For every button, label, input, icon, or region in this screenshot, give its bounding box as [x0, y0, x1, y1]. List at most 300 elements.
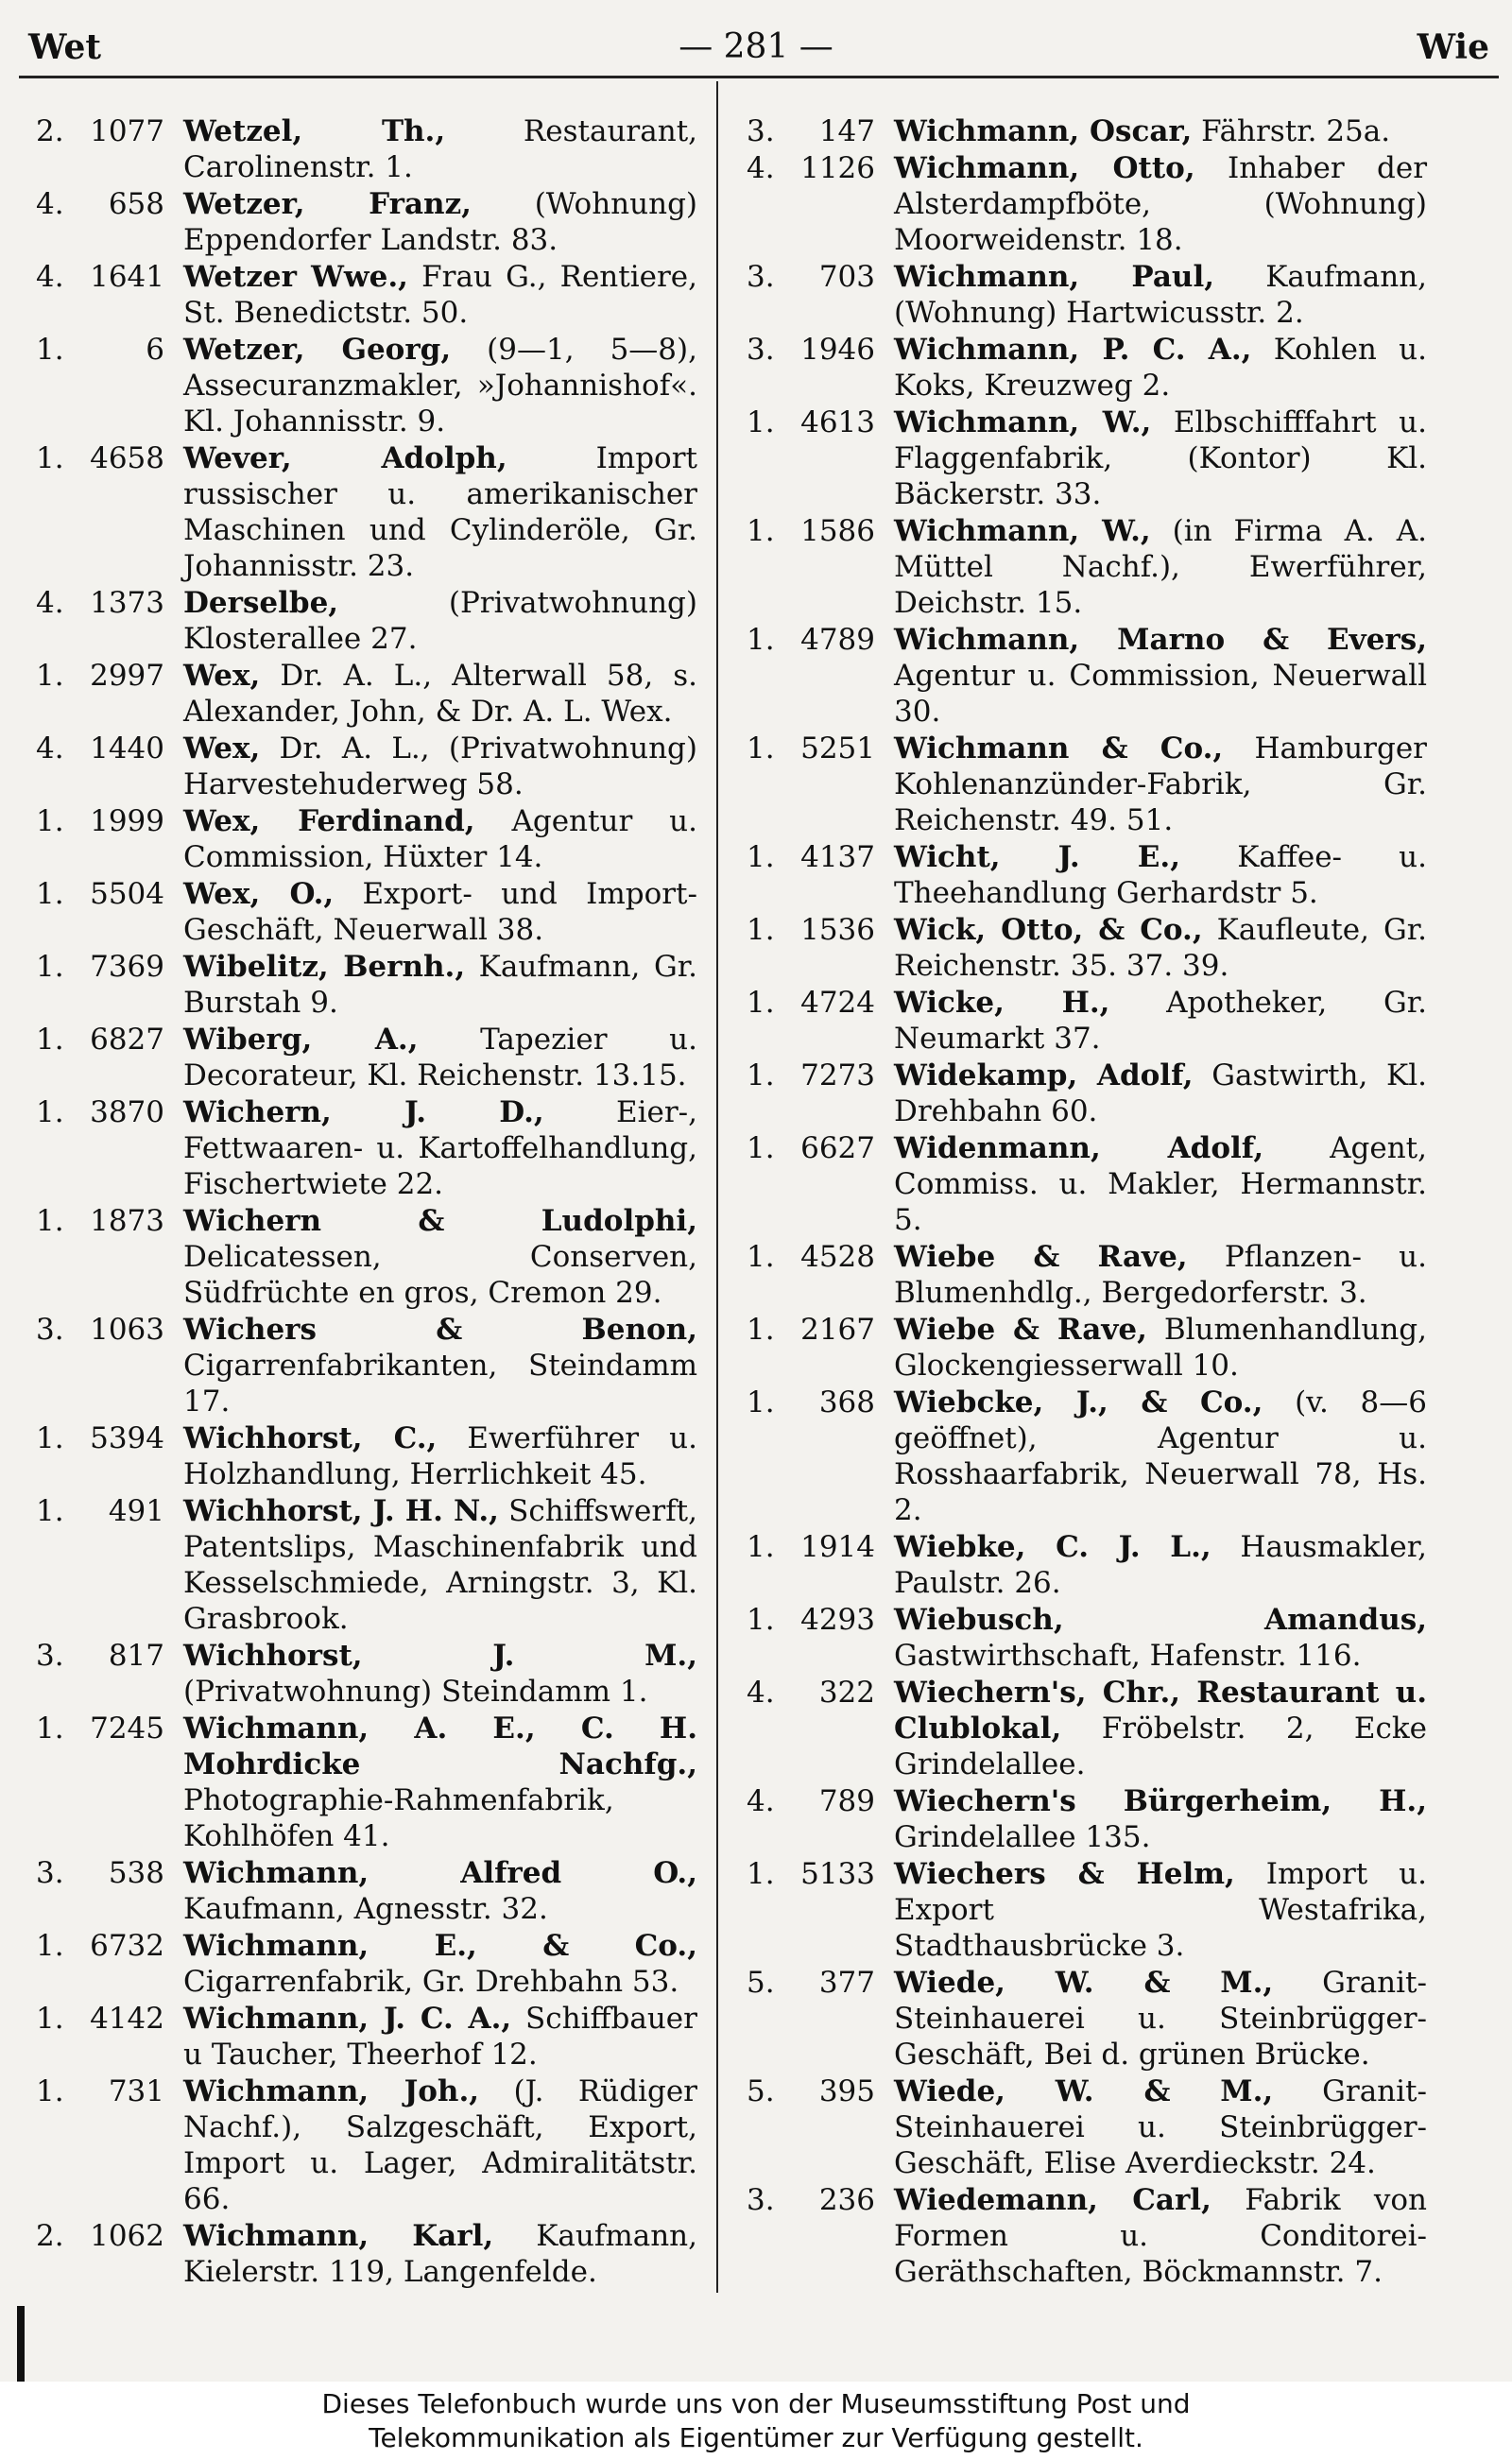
phone-number: 7369	[90, 950, 164, 984]
entry-description	[183, 1022, 697, 1093]
exchange-prefix: 4.	[36, 586, 64, 620]
exchange-prefix: 1.	[36, 1494, 64, 1528]
entry-name: Wiechern's, Chr., Restaurant u. Clublokal,	[894, 1676, 1427, 1746]
phone-number: 2997	[90, 659, 164, 693]
entry-description	[894, 1385, 1427, 1528]
entry-details: Grindelallee 135.	[894, 1820, 1151, 1854]
entry-details: Fabrik von Formen u. Conditorei-Geräthschaften, Böckmannstr. 7.	[894, 2183, 1427, 2289]
exchange-prefix: 1.	[36, 950, 64, 984]
phone-number: 1077	[90, 114, 164, 148]
entry-description	[183, 1094, 697, 1202]
entry-name: Wichmann, W.,	[894, 514, 1151, 548]
entry-name: Wiedemann, Carl,	[894, 2183, 1211, 2217]
entry-details: Photographie-Rahmenfabrik, Kohlhöfen 41.	[183, 1783, 614, 1853]
exchange-prefix: 1.	[36, 1095, 64, 1129]
entry-name: Wichhorst, C.,	[183, 1421, 438, 1455]
directory-entry	[36, 1638, 697, 1710]
phone-number: 4613	[800, 405, 875, 439]
phone-number: 491	[108, 1494, 164, 1528]
entry-details: Gastwirth, Kl. Drehbahn 60.	[894, 1058, 1427, 1128]
entry-details: Fährstr. 25a.	[1201, 114, 1391, 148]
phone-number: 1873	[90, 1204, 164, 1238]
directory-entry	[36, 113, 697, 185]
exchange-prefix: 1.	[747, 1058, 775, 1092]
entry-details: Dr. A. L., Alterwall 58, s. Alexander, John, & Dr. A. L. Wex.	[183, 659, 698, 729]
phone-number: 1914	[800, 1530, 875, 1564]
phone-number: 1946	[800, 333, 875, 367]
exchange-prefix: 1.	[36, 877, 64, 911]
phone-number: 731	[108, 2074, 164, 2108]
directory-entry	[36, 2218, 697, 2290]
entry-details: Import u. Export Westafrika, Stadthausbrücke 3.	[894, 1857, 1427, 1963]
exchange-prefix: 1.	[747, 1131, 775, 1165]
directory-entry	[36, 731, 697, 802]
directory-entry	[747, 1856, 1427, 1964]
exchange-prefix: 1.	[747, 1240, 775, 1274]
exchange-prefix: 1.	[36, 441, 64, 475]
entry-name: Wever, Adolph,	[183, 441, 507, 475]
directory-entry	[36, 658, 697, 730]
phone-number: 4137	[800, 840, 875, 874]
entry-description	[894, 150, 1427, 258]
entry-name: Wex,	[183, 659, 261, 693]
phone-number: 4528	[800, 1240, 875, 1274]
entry-description	[894, 2182, 1427, 2290]
entry-description	[183, 803, 697, 875]
entry-details: Cigarrenfabrikanten, Steindamm 17.	[183, 1349, 697, 1419]
entry-description	[183, 1855, 697, 1927]
entry-name: Wichmann, E., & Co.,	[183, 1929, 697, 1963]
entry-details: (in Firma A. A. Müttel Nachf.), Ewerführer, Deichstr. 15.	[894, 514, 1427, 620]
exchange-prefix: 1.	[747, 1857, 775, 1891]
exchange-prefix: 4.	[747, 151, 775, 185]
entry-name: Wichmann & Co.,	[894, 731, 1224, 766]
phone-number: 147	[818, 114, 875, 148]
phone-number: 5504	[90, 877, 164, 911]
entry-name: Wex,	[183, 731, 261, 766]
phone-number: 4658	[90, 441, 164, 475]
directory-entry	[747, 912, 1427, 984]
entry-name: Wichhorst, J. H. N.,	[183, 1494, 499, 1528]
entry-name: Wichmann, Paul,	[894, 260, 1215, 294]
entry-description	[894, 622, 1427, 730]
entry-name: Wichmann, Karl,	[183, 2219, 494, 2253]
phone-number: 368	[818, 1385, 875, 1419]
exchange-prefix: 1.	[747, 986, 775, 1020]
directory-entry	[36, 803, 697, 875]
directory-entry	[36, 1420, 697, 1492]
entry-name: Widenmann, Adolf,	[894, 1131, 1264, 1165]
entry-description	[183, 1711, 697, 1854]
entry-description	[183, 731, 697, 802]
directory-entry	[36, 1022, 697, 1093]
phone-number: 6732	[90, 1929, 164, 1963]
entry-details: Kaufmann, (Wohnung) Hartwicusstr. 2.	[894, 260, 1428, 330]
phone-number: 4293	[800, 1603, 875, 1637]
entry-name: Wiede, W. & M.,	[894, 2074, 1274, 2108]
entry-description	[183, 332, 697, 439]
entry-description	[894, 1783, 1427, 1855]
entry-details: Gastwirthschaft, Hafenstr. 116.	[894, 1639, 1362, 1673]
directory-entry	[747, 513, 1427, 621]
directory-entry	[36, 440, 697, 584]
directory-entry	[36, 2001, 697, 2073]
entry-description	[183, 113, 697, 185]
exchange-prefix: 4.	[747, 1784, 775, 1818]
directory-entry	[747, 1529, 1427, 1601]
exchange-prefix: 1.	[747, 840, 775, 874]
entry-details: Agentur u. Commission, Neuerwall 30.	[894, 659, 1427, 729]
entry-details: Schiffswerft, Patentslips, Maschinenfabrik und Kesselschmiede, Arningstr. 3, Kl. Grasbrook.	[183, 1494, 697, 1636]
exchange-prefix: 3.	[36, 1313, 64, 1347]
exchange-prefix: 5.	[747, 1966, 775, 2000]
entry-name: Wichmann, Alfred O.,	[183, 1856, 697, 1890]
entry-description	[894, 1239, 1427, 1311]
exchange-prefix: 3.	[747, 114, 775, 148]
entry-name: Wiebe & Rave,	[894, 1313, 1147, 1347]
phone-number: 6	[146, 333, 164, 367]
exchange-prefix: 1.	[36, 1929, 64, 1963]
entry-details: Restaurant, Carolinenstr. 1.	[183, 114, 697, 184]
exchange-prefix: 1.	[36, 1023, 64, 1057]
exchange-prefix: 1.	[747, 1603, 775, 1637]
left-column	[36, 113, 697, 2291]
exchange-prefix: 4.	[36, 731, 64, 766]
entry-details: (J. Rüdiger Nachf.), Salzgeschäft, Export, Import u. Lager, Admiralitätstr. 66.	[183, 2074, 697, 2216]
entry-name: Wichern & Ludolphi,	[183, 1204, 697, 1238]
entry-details: Granit-Steinhauerei u. Steinbrügger-Geschäft, Elise Averdieckstr. 24.	[894, 2074, 1427, 2180]
exchange-prefix: 1.	[747, 623, 775, 657]
entry-description	[894, 731, 1427, 838]
entry-name: Wetzer, Georg,	[183, 333, 452, 367]
directory-entry	[747, 1239, 1427, 1311]
entry-name: Wick, Otto, & Co.,	[894, 913, 1203, 947]
phone-number: 1063	[90, 1313, 164, 1347]
entry-details: Cigarrenfabrik, Gr. Drehbahn 53.	[183, 1965, 679, 1999]
entry-description	[183, 2073, 697, 2217]
entry-name: Wichmann, J. C. A.,	[183, 2002, 512, 2036]
directory-entry	[747, 113, 1427, 149]
directory-entry	[747, 985, 1427, 1057]
directory-entry	[36, 186, 697, 258]
entry-name: Wetzel, Th.,	[183, 114, 446, 148]
phone-number: 7245	[90, 1712, 164, 1746]
entry-description	[894, 513, 1427, 621]
entry-details: Blumenhandlung, Glockengiesserwall 10.	[894, 1313, 1427, 1383]
entry-details: Agentur u. Commission, Hüxter 14.	[183, 804, 697, 874]
entry-details: Dr. A. L., (Privatwohnung) Harvestehuderweg 58.	[183, 731, 697, 801]
phone-number: 1126	[800, 151, 875, 185]
entry-description	[183, 186, 697, 258]
entry-name: Wiede, W. & M.,	[894, 1966, 1274, 2000]
entry-details: Kaufmann, Agnesstr. 32.	[183, 1892, 548, 1926]
exchange-prefix: 4.	[36, 187, 64, 221]
phone-number: 1440	[90, 731, 164, 766]
exchange-prefix: 4.	[36, 260, 64, 294]
directory-entry	[747, 731, 1427, 838]
phone-number: 1641	[90, 260, 164, 294]
exchange-prefix: 1.	[36, 1204, 64, 1238]
column-divider	[716, 81, 718, 2293]
exchange-prefix: 1.	[747, 1530, 775, 1564]
directory-entry	[36, 332, 697, 439]
entry-description	[894, 839, 1427, 911]
directory-entry	[36, 585, 697, 657]
directory-entry	[36, 2073, 697, 2217]
phone-number: 789	[818, 1784, 875, 1818]
exchange-prefix: 2.	[36, 2219, 64, 2253]
header-rule	[19, 76, 1499, 78]
phone-number: 703	[818, 260, 875, 294]
entry-name: Widekamp, Adolf,	[894, 1058, 1194, 1092]
directory-entry	[747, 1312, 1427, 1384]
entry-description	[183, 1928, 697, 2000]
entry-name: Wicht, J. E.,	[894, 840, 1181, 874]
phone-number: 538	[108, 1856, 164, 1890]
entry-name: Wichers & Benon,	[183, 1313, 697, 1347]
entry-description	[183, 2218, 697, 2290]
entry-name: Wiebke, C. J. L.,	[894, 1530, 1211, 1564]
entry-name: Wiechern's Bürgerheim, H.,	[894, 1784, 1427, 1818]
entry-description	[894, 332, 1427, 404]
entry-description	[183, 1638, 697, 1710]
entry-name: Wichmann, Oscar,	[894, 114, 1193, 148]
phone-number: 817	[108, 1639, 164, 1673]
entry-description	[894, 259, 1427, 331]
exchange-prefix: 2.	[36, 114, 64, 148]
directory-entry	[747, 1783, 1427, 1855]
entry-description	[894, 1058, 1427, 1129]
exchange-prefix: 4.	[747, 1676, 775, 1710]
entry-name: Wichmann, P. C. A.,	[894, 333, 1252, 367]
entry-description	[183, 585, 697, 657]
entry-details: Export- und Import-Geschäft, Neuerwall 38.	[183, 877, 697, 947]
entry-name: Wichhorst, J. M.,	[183, 1639, 697, 1673]
entry-description	[894, 1675, 1427, 1782]
entry-name: Derselbe,	[183, 586, 339, 620]
directory-entry	[36, 1855, 697, 1927]
directory-entry	[36, 1094, 697, 1202]
entry-details: Agent, Commiss. u. Makler, Hermannstr. 5.	[894, 1131, 1427, 1237]
phone-number: 6627	[800, 1131, 875, 1165]
exchange-prefix: 1.	[36, 1712, 64, 1746]
directory-entry	[747, 1965, 1427, 2073]
entry-name: Wichmann, Otto,	[894, 151, 1195, 185]
entry-details: Apotheker, Gr. Neumarkt 37.	[894, 986, 1427, 1056]
entry-details: Delicatessen, Conserven, Südfrüchte en gros, Cremon 29.	[183, 1240, 697, 1310]
exchange-prefix: 3.	[36, 1639, 64, 1673]
exchange-prefix: 1.	[747, 1385, 775, 1419]
entry-description	[183, 1312, 697, 1419]
entry-description	[183, 440, 697, 584]
entry-name: Wiberg, A.,	[183, 1023, 419, 1057]
exchange-prefix: 1.	[36, 804, 64, 838]
phone-number: 3870	[90, 1095, 164, 1129]
entry-name: Wichmann, Marno & Evers,	[894, 623, 1427, 657]
entry-details: Inhaber der Alsterdampfböte, (Wohnung) Moorweidenstr. 18.	[894, 151, 1428, 257]
entry-details: Pflanzen- u. Blumenhdlg., Bergedorferstr. 3.	[894, 1240, 1427, 1310]
entry-description	[894, 113, 1427, 149]
directory-entry	[747, 1130, 1427, 1238]
entry-details: Tapezier u. Decorateur, Kl. Reichenstr. 13.15.	[183, 1023, 697, 1092]
directory-entry	[36, 259, 697, 331]
entry-description	[894, 1856, 1427, 1964]
directory-entry	[747, 1602, 1427, 1674]
directory-entry	[36, 876, 697, 948]
exchange-prefix: 1.	[36, 2074, 64, 2108]
exchange-prefix: 1.	[36, 1421, 64, 1455]
phone-number: 395	[818, 2074, 875, 2108]
directory-entry	[747, 1058, 1427, 1129]
entry-details: (9—1, 5—8), Assecuranzmakler, »Johannishof«. Kl. Johannisstr. 9.	[183, 333, 697, 439]
phone-number: 2167	[800, 1313, 875, 1347]
phone-number: 1536	[800, 913, 875, 947]
directory-entry	[747, 1385, 1427, 1528]
entry-description	[183, 259, 697, 331]
phone-number: 5133	[800, 1857, 875, 1891]
phone-number: 1586	[800, 514, 875, 548]
entry-details: Eier-, Fettwaaren- u. Kartoffelhandlung, Fischertwiete 22.	[183, 1095, 697, 1201]
entry-details: Import russischer u. amerikanischer Maschinen und Cylinderöle, Gr. Johannisstr. 23.	[183, 441, 697, 583]
exchange-prefix: 5.	[747, 2074, 775, 2108]
phone-number: 5394	[90, 1421, 164, 1455]
entry-name: Wiebe & Rave,	[894, 1240, 1188, 1274]
phone-number: 7273	[800, 1058, 875, 1092]
entry-details: Kaufmann, Kielerstr. 119, Langenfelde.	[183, 2219, 697, 2289]
directory-entry	[747, 622, 1427, 730]
entry-description	[183, 1203, 697, 1311]
directory-entry	[747, 2073, 1427, 2181]
entry-name: Wiebusch, Amandus,	[894, 1603, 1427, 1637]
exchange-prefix: 3.	[747, 260, 775, 294]
entry-details: Kaffee- u. Theehandlung Gerhardstr 5.	[894, 840, 1427, 910]
header-left-keyword: Wet	[28, 27, 102, 67]
entry-details: Kohlen u. Koks, Kreuzweg 2.	[894, 333, 1428, 403]
phone-number: 658	[108, 187, 164, 221]
entry-details: Schiffbauer u Taucher, Theerhof 12.	[183, 2002, 697, 2072]
entry-name: Wibelitz, Bernh.,	[183, 950, 466, 984]
directory-entry	[747, 259, 1427, 331]
page-header	[0, 13, 1512, 79]
entry-description	[894, 912, 1427, 984]
entry-name: Wichern, J. D.,	[183, 1095, 544, 1129]
entry-details: (Privatwohnung) Klosterallee 27.	[183, 586, 697, 656]
entry-name: Wex, Ferdinand,	[183, 804, 475, 838]
entry-description	[183, 1420, 697, 1492]
directory-entry	[36, 949, 697, 1021]
entry-details: Ewerführer u. Holzhandlung, Herrlichkeit 45.	[183, 1421, 698, 1491]
right-column	[747, 113, 1427, 2291]
entry-details: Kaufmann, Gr. Burstah 9.	[183, 950, 697, 1020]
entry-description	[894, 1602, 1427, 1674]
directory-entry	[747, 2182, 1427, 2290]
entry-description	[183, 1493, 697, 1637]
exchange-prefix: 1.	[747, 731, 775, 766]
entry-details: (Wohnung) Eppendorfer Landstr. 83.	[183, 187, 698, 257]
directory-entry	[36, 1711, 697, 1854]
phone-number: 322	[818, 1676, 875, 1710]
phone-number: 4789	[800, 623, 875, 657]
entry-description	[894, 2073, 1427, 2181]
exchange-prefix: 1.	[36, 659, 64, 693]
directory-entry	[36, 1203, 697, 1311]
exchange-prefix: 1.	[747, 1313, 775, 1347]
directory-entry	[36, 1928, 697, 2000]
entry-description	[183, 949, 697, 1021]
entry-name: Wex, O.,	[183, 877, 335, 911]
phone-number: 1999	[90, 804, 164, 838]
entry-description	[183, 2001, 697, 2073]
header-right-keyword: Wie	[1417, 27, 1489, 67]
directory-entry	[747, 332, 1427, 404]
entry-name: Wichmann, Joh.,	[183, 2074, 480, 2108]
exchange-prefix: 3.	[747, 333, 775, 367]
directory-entry	[747, 1675, 1427, 1782]
entry-name: Wiebcke, J., & Co.,	[894, 1385, 1263, 1419]
directory-entry	[36, 1312, 697, 1419]
footer-notice	[0, 2382, 1512, 2460]
entry-details: Fröbelstr. 2, Ecke Grindelallee.	[894, 1712, 1427, 1781]
phone-number: 377	[818, 1966, 875, 2000]
exchange-prefix: 1.	[36, 2002, 64, 2036]
entry-description	[894, 1529, 1427, 1601]
entry-description	[894, 1312, 1427, 1384]
directory-entry	[747, 404, 1427, 512]
directory-entry	[747, 839, 1427, 911]
entry-details: Frau G., Rentiere, St. Benedictstr. 50.	[183, 260, 697, 330]
entry-description	[894, 404, 1427, 512]
footer-line-2: Telekommunikation als Eigentümer zur Verfügung gestellt.	[369, 2422, 1143, 2453]
phone-number: 4724	[800, 986, 875, 1020]
entry-details: Kaufleute, Gr. Reichenstr. 35. 37. 39.	[894, 913, 1427, 983]
entry-name: Wetzer, Franz,	[183, 187, 472, 221]
entry-description	[894, 1130, 1427, 1238]
phone-number: 6827	[90, 1023, 164, 1057]
exchange-prefix: 1.	[747, 405, 775, 439]
entry-description	[894, 1965, 1427, 2073]
entry-description	[894, 985, 1427, 1057]
entry-details: Hamburger Kohlenanzünder-Fabrik, Gr. Reichenstr. 49. 51.	[894, 731, 1427, 837]
entry-details: Elbschifffahrt u. Flaggenfabrik, (Kontor) Kl. Bäckerstr. 33.	[894, 405, 1427, 511]
entry-description	[183, 658, 697, 730]
page-number: — 281 —	[679, 27, 833, 66]
exchange-prefix: 1.	[36, 333, 64, 367]
entry-description	[183, 876, 697, 948]
entry-details: Granit-Steinhauerei u. Steinbrügger-Geschäft, Bei d. grünen Brücke.	[894, 1966, 1427, 2072]
entry-name: Wetzer Wwe.,	[183, 260, 408, 294]
entry-details: (v. 8—6 geöffnet), Agentur u. Rosshaarfabrik, Neuerwall 78, Hs. 2.	[894, 1385, 1427, 1527]
binding-edge	[17, 2306, 25, 2382]
exchange-prefix: 1.	[747, 913, 775, 947]
entry-details: Hausmakler, Paulstr. 26.	[894, 1530, 1427, 1600]
entry-name: Wiechers & Helm,	[894, 1857, 1235, 1891]
entry-name: Wichmann, W.,	[894, 405, 1152, 439]
directory-entry	[36, 1493, 697, 1637]
entry-name: Wichmann, A. E., C. H. Mohrdicke Nachfg.,	[183, 1712, 697, 1781]
phone-number: 1062	[90, 2219, 164, 2253]
entry-name: Wicke, H.,	[894, 986, 1110, 1020]
phone-number: 4142	[90, 2002, 164, 2036]
exchange-prefix: 3.	[36, 1856, 64, 1890]
directory-entry	[747, 150, 1427, 258]
exchange-prefix: 3.	[747, 2183, 775, 2217]
phone-number: 1373	[90, 586, 164, 620]
exchange-prefix: 1.	[747, 514, 775, 548]
phone-number: 5251	[800, 731, 875, 766]
entry-details: (Privatwohnung) Steindamm 1.	[183, 1675, 648, 1709]
phone-number: 236	[818, 2183, 875, 2217]
footer-line-1: Dieses Telefonbuch wurde uns von der Museumsstiftung Post und	[321, 2388, 1191, 2419]
